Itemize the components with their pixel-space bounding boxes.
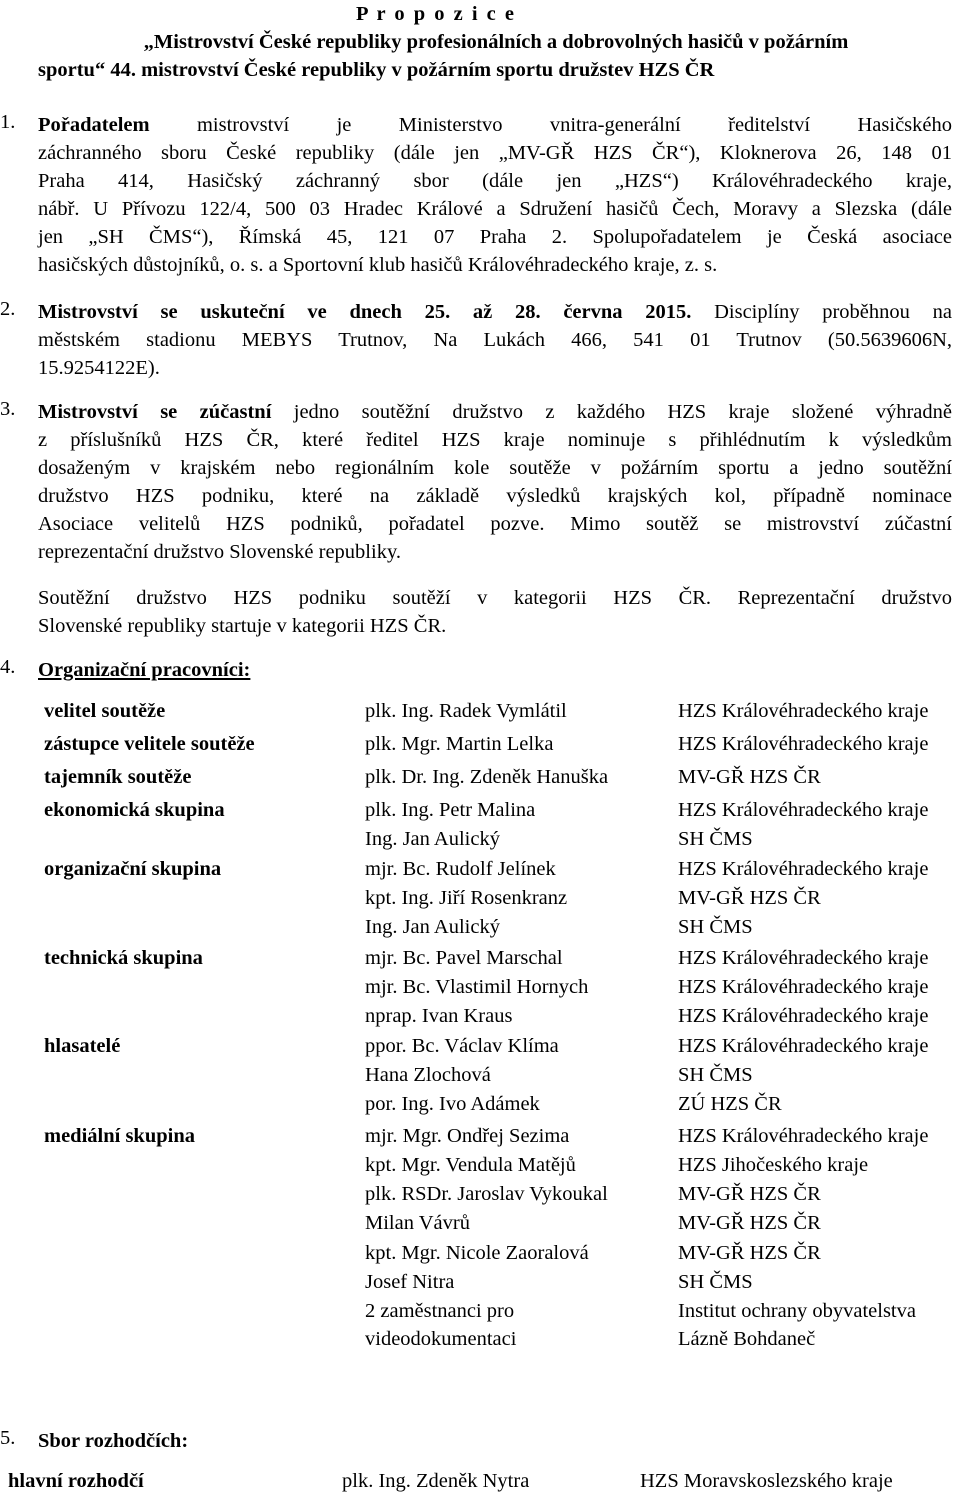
staff-org: HZS Královéhradeckého kraje	[678, 1125, 929, 1147]
staff-role: zástupce velitele soutěže	[44, 733, 255, 755]
staff-name: Milan Vávrů	[365, 1212, 470, 1234]
table-row	[0, 828, 960, 858]
staff-name: plk. Mgr. Martin Lelka	[365, 733, 554, 755]
section-1-line: hasičských důstojníků, o. s. a Sportovní klub hasičů Královéhradeckého kraje, z. s.	[38, 254, 718, 276]
table-row	[0, 1005, 960, 1035]
staff-name: plk. RSDr. Jaroslav Vykoukal	[365, 1183, 608, 1205]
staff-org: HZS Královéhradeckého kraje	[678, 799, 929, 821]
section-1-line: jen „SH ČMS“), Římská 45, 121 07 Praha 2. Spolupořadatelem je Česká asociace	[38, 226, 952, 248]
staff-name: plk. Dr. Ing. Zdeněk Hanuška	[365, 766, 609, 788]
section-2-dates: Mistrovství se uskuteční ve dnech 25. až 28. června 2015.	[38, 301, 692, 323]
staff-org: HZS Jihočeského kraje	[678, 1154, 869, 1176]
section-1-number: 1.	[0, 111, 16, 133]
table-row	[0, 1154, 960, 1184]
staff-org: HZS Královéhradeckého kraje	[678, 858, 929, 880]
table-row	[0, 1242, 960, 1272]
staff-name: nprap. Ivan Kraus	[365, 1005, 513, 1027]
table-row	[0, 1212, 960, 1242]
staff-org: HZS Královéhradeckého kraje	[678, 733, 929, 755]
staff-org: ZÚ HZS ČR	[678, 1093, 782, 1115]
document-subtitle-line1: „Mistrovství České republiky profesionálních a dobrovolných hasičů v požárním	[143, 31, 849, 53]
table-row	[0, 1093, 960, 1123]
table-row	[0, 1328, 960, 1358]
section-3-lead: Mistrovství se zúčastní	[38, 401, 272, 423]
section-3-body: Mistrovství se zúčastní jedno soutěžní družstvo z každého HZS kraje složené výhradně z příslušníků HZS ČR, které ředitel HZS kraje nominuje s přihlédnutím k výsledkům dosaženým v krajském nebo regionálním kole soutěže v požárním sportu a jedno soutěžní družstvo HZS podniku, které na základě výsledků krajských kol, případně nominace Asociace velitelů HZS podniků, pořadatel pozve. Mimo soutěž se mistrovství zúčastní reprezentační družstvo Slovenské republiky.	[38, 401, 952, 563]
staff-org: HZS Královéhradeckého kraje	[678, 976, 929, 998]
table-row	[0, 1271, 960, 1301]
section-1-line: Pořadatelem mistrovství je Ministerstvo vnitra-generální ředitelství Hasičského	[38, 114, 952, 136]
table-row	[0, 976, 960, 1006]
section-3-number: 3.	[0, 398, 16, 420]
staff-org: MV-GŘ HZS ČR	[678, 1242, 821, 1264]
staff-name: Josef Nitra	[365, 1271, 455, 1293]
staff-org: HZS Královéhradeckého kraje	[678, 947, 929, 969]
section-2-number: 2.	[0, 298, 16, 320]
document-header	[38, 0, 954, 84]
section-3-paragraph-2: Soutěžní družstvo HZS podniku soutěží v kategorii HZS ČR. Reprezentační družstvo Slovenské republiky startuje v kategorii HZS ČR.	[38, 587, 952, 637]
staff-role: hlasatelé	[44, 1035, 121, 1057]
staff-role: mediální skupina	[44, 1125, 195, 1147]
section-1-line: nábř. U Přívozu 122/4, 500 03 Hradec Králové a Sdružení hasičů Čech, Moravy a Slezska (dále	[38, 198, 952, 220]
table-row	[0, 1183, 960, 1213]
staff-name: ppor. Bc. Václav Klíma	[365, 1035, 559, 1057]
document-title: P r o p o z i c e	[355, 3, 516, 25]
staff-name: por. Ing. Ivo Adámek	[365, 1093, 540, 1115]
document-subtitle-line2: sportu“ 44. mistrovství České republiky v požárním sportu družstev HZS ČR	[38, 59, 715, 81]
staff-name: plk. Ing. Petr Malina	[365, 799, 536, 821]
staff-name: 2 zaměstnanci pro	[365, 1300, 515, 1322]
staff-org: HZS Královéhradeckého kraje	[678, 1005, 929, 1027]
table-row	[0, 916, 960, 946]
staff-name: mjr. Bc. Vlastimil Hornych	[365, 976, 589, 998]
staff-name: Hana Zlochová	[365, 1064, 491, 1086]
section-4-number: 4.	[0, 656, 16, 678]
staff-org: Institut ochrany obyvatelstva	[678, 1300, 916, 1322]
staff-org: HZS Královéhradeckého kraje	[678, 1035, 929, 1057]
staff-org: SH ČMS	[678, 1271, 753, 1293]
staff-org: MV-GŘ HZS ČR	[678, 766, 821, 788]
staff-name: plk. Ing. Radek Vymlátil	[365, 700, 567, 722]
staff-org: HZS Královéhradeckého kraje	[678, 700, 929, 722]
judge-org: HZS Moravskoslezského kraje	[640, 1470, 893, 1492]
staff-org: SH ČMS	[678, 1064, 753, 1086]
staff-name: kpt. Mgr. Vendula Matějů	[365, 1154, 576, 1176]
staff-name: kpt. Ing. Jiří Rosenkranz	[365, 887, 568, 909]
staff-name: Ing. Jan Aulický	[365, 916, 500, 938]
table-row	[0, 700, 960, 730]
section-5-heading: Sbor rozhodčích:	[38, 1430, 189, 1452]
staff-org: SH ČMS	[678, 828, 753, 850]
table-row	[0, 887, 960, 917]
section-1-body	[38, 111, 952, 279]
table-row	[0, 733, 960, 763]
staff-role: technická skupina	[44, 947, 203, 969]
table-row	[0, 1125, 960, 1155]
section-5-number: 5.	[0, 1427, 16, 1449]
section-1-line: záchranného sboru České republiky (dále jen „MV-GŘ HZS ČR“), Kloknerova 26, 148 01	[38, 142, 952, 164]
table-row	[0, 1300, 960, 1330]
staff-role: ekonomická skupina	[44, 799, 225, 821]
staff-name: mjr. Bc. Rudolf Jelínek	[365, 858, 556, 880]
staff-org: MV-GŘ HZS ČR	[678, 887, 821, 909]
staff-org: Lázně Bohdaneč	[678, 1328, 816, 1350]
judge-role: hlavní rozhodčí	[8, 1470, 144, 1492]
table-row	[0, 858, 960, 888]
table-row	[0, 1064, 960, 1094]
judge-name: plk. Ing. Zdeněk Nytra	[342, 1470, 530, 1492]
section-1-line: Praha 414, Hasičský záchranný sbor (dále jen „HZS“) Královéhradeckého kraje,	[38, 170, 952, 192]
table-row	[0, 799, 960, 829]
staff-name: videodokumentaci	[365, 1328, 517, 1350]
staff-org: SH ČMS	[678, 916, 753, 938]
staff-org: MV-GŘ HZS ČR	[678, 1212, 821, 1234]
staff-name: mjr. Bc. Pavel Marschal	[365, 947, 563, 969]
table-row	[0, 1035, 960, 1065]
section-4-heading: Organizační pracovníci:	[38, 659, 251, 681]
staff-name: Ing. Jan Aulický	[365, 828, 500, 850]
staff-role: tajemník soutěže	[44, 766, 192, 788]
staff-role: velitel soutěže	[44, 700, 166, 722]
table-row	[0, 766, 960, 796]
staff-org: MV-GŘ HZS ČR	[678, 1183, 821, 1205]
section-2-body: Mistrovství se uskuteční ve dnech 25. až 28. června 2015. Disciplíny proběhnou na městském stadionu MEBYS Trutnov, Na Lukách 466, 541 01 Trutnov (50.5639606N, 15.9254122E).	[38, 301, 952, 379]
staff-role: organizační skupina	[44, 858, 222, 880]
staff-name: mjr. Mgr. Ondřej Sezima	[365, 1125, 570, 1147]
table-row	[0, 947, 960, 977]
staff-name: kpt. Mgr. Nicole Zaoralová	[365, 1242, 589, 1264]
